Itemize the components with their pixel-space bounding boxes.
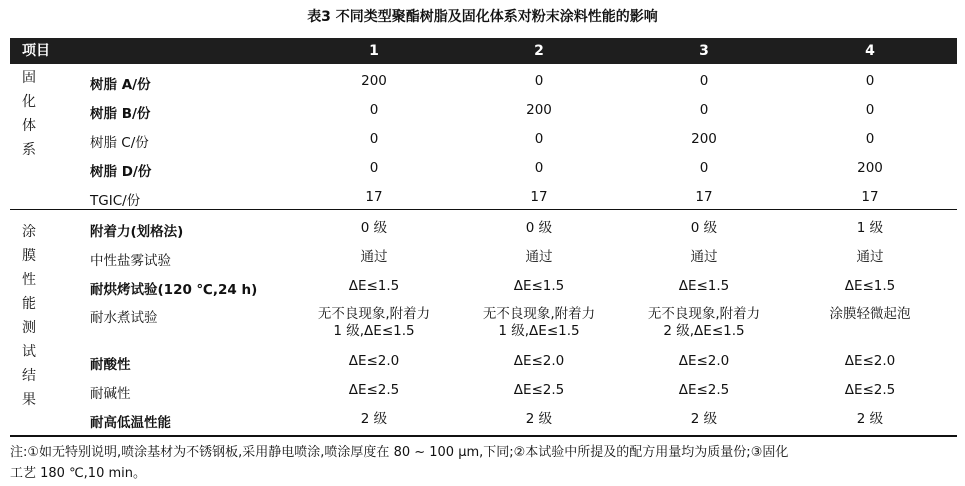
cell-line: 2 级 (856, 411, 884, 427)
cell-line: 无不良现象,附着力 (647, 306, 761, 322)
cell-line: 通过 (525, 249, 553, 265)
row-label: 树脂 D/份 (90, 164, 152, 180)
table-cell (299, 249, 449, 266)
table-cell (299, 411, 449, 428)
cell-line: 1 级,ΔE≤1.5 (333, 323, 415, 339)
table-cell (629, 189, 779, 206)
cell-line: 0 (369, 131, 379, 147)
cell-line: 200 (691, 131, 717, 147)
cell-line: 17 (695, 189, 713, 205)
table-cell (795, 102, 945, 119)
table-caption: 表3 不同类型聚酯树脂及固化体系对粉末涂料性能的影响 (307, 9, 658, 25)
table-cell (629, 278, 779, 295)
cell-line: ΔE≤2.0 (678, 353, 730, 369)
cell-line: 17 (861, 189, 879, 205)
table-cell (299, 353, 449, 370)
table-cell (795, 306, 945, 323)
row-label: 耐烘烤试验(120 ℃,24 h) (90, 282, 258, 298)
row-label: 树脂 B/份 (90, 106, 151, 122)
cell-line: ΔE≤2.5 (844, 382, 896, 398)
cell-line: 2 级,ΔE≤1.5 (663, 323, 745, 339)
section-label-char: 能 (22, 296, 36, 312)
section-label-char: 性 (22, 272, 36, 288)
cell-line: 17 (530, 189, 548, 205)
table-cell (629, 73, 779, 90)
cell-line: 200 (361, 73, 387, 89)
cell-line: 无不良现象,附着力 (482, 306, 596, 322)
footnote-line: 注:①如无特别说明,喷涂基材为不锈钢板,采用静电喷涂,喷涂厚度在 80 ~ 100 μm,下同;②本试验中所提及的配方用量均为质量份;③固化 (10, 445, 789, 460)
row-label: 树脂 A/份 (90, 77, 151, 93)
table-cell (795, 189, 945, 206)
section-label-char: 系 (22, 142, 36, 158)
header-col-1: 1 (369, 43, 379, 59)
cell-line: 1 级,ΔE≤1.5 (498, 323, 580, 339)
table-cell (464, 189, 614, 206)
section-label-char: 化 (22, 94, 36, 110)
cell-line: 0 (369, 160, 379, 176)
table-cell (795, 411, 945, 428)
cell-line: 17 (365, 189, 383, 205)
table-cell (464, 160, 614, 177)
table-cell (795, 249, 945, 266)
cell-line: 0 (534, 73, 544, 89)
cell-line: ΔE≤2.5 (513, 382, 565, 398)
data-table (10, 38, 957, 437)
table-cell (464, 220, 614, 237)
cell-line: 0 (534, 160, 544, 176)
header-item: 项目 (22, 43, 50, 59)
row-label: 耐酸性 (90, 357, 131, 373)
row-label: 耐碱性 (90, 386, 131, 402)
table-cell (299, 102, 449, 119)
table-header (10, 38, 957, 64)
table-cell (299, 306, 449, 340)
table-cell (629, 220, 779, 237)
cell-line: 0 级 (360, 220, 388, 236)
cell-line: 1 级 (856, 220, 884, 236)
section-label-char: 果 (22, 392, 36, 408)
section-label-char: 试 (22, 344, 36, 360)
table-cell (464, 411, 614, 428)
section-label-char: 固 (22, 70, 36, 86)
table-cell (629, 131, 779, 148)
cell-line: ΔE≤2.5 (678, 382, 730, 398)
header-col-3: 3 (699, 43, 709, 59)
cell-line: ΔE≤1.5 (844, 278, 896, 294)
section-divider (10, 209, 957, 210)
table-cell (299, 278, 449, 295)
table-cell (795, 278, 945, 295)
cell-line: 0 (369, 102, 379, 118)
table-cell (464, 249, 614, 266)
table-cell (464, 73, 614, 90)
section-label-char: 测 (22, 320, 36, 336)
table-cell (464, 102, 614, 119)
cell-line: 0 级 (690, 220, 718, 236)
table-cell (629, 411, 779, 428)
cell-line: ΔE≤1.5 (513, 278, 565, 294)
row-label: 树脂 C/份 (90, 135, 149, 151)
table-cell (795, 131, 945, 148)
table-footnote (10, 442, 955, 484)
cell-line: 2 级 (360, 411, 388, 427)
table-cell (299, 220, 449, 237)
cell-line: 0 (699, 73, 709, 89)
cell-line: ΔE≤2.5 (348, 382, 400, 398)
row-label: TGIC/份 (90, 193, 141, 209)
table-cell (629, 102, 779, 119)
cell-line: ΔE≤2.0 (513, 353, 565, 369)
header-col-4: 4 (865, 43, 875, 59)
table-cell (795, 160, 945, 177)
cell-line: 涂膜轻微起泡 (829, 306, 911, 322)
section-label-results (18, 220, 40, 412)
table-cell (795, 382, 945, 399)
cell-line: 200 (857, 160, 883, 176)
row-label: 耐水煮试验 (90, 310, 158, 326)
cell-line: ΔE≤2.0 (348, 353, 400, 369)
cell-line: 0 (865, 131, 875, 147)
section-label-char: 膜 (22, 248, 36, 264)
footnote-line: 工艺 180 ℃,10 min。 (10, 466, 146, 481)
section-label-char: 体 (22, 118, 36, 134)
cell-line: 无不良现象,附着力 (317, 306, 431, 322)
table-cell (464, 382, 614, 399)
section-label-char: 涂 (22, 224, 36, 240)
row-label: 中性盐雾试验 (90, 253, 171, 269)
cell-line: 0 级 (525, 220, 553, 236)
cell-line: 通过 (690, 249, 718, 265)
table-cell (795, 73, 945, 90)
table-cell (795, 220, 945, 237)
table-cell (464, 353, 614, 370)
table-cell (299, 189, 449, 206)
cell-line: ΔE≤2.0 (844, 353, 896, 369)
table-cell (299, 131, 449, 148)
table-cell (299, 382, 449, 399)
cell-line: 0 (534, 131, 544, 147)
section-label-curing (18, 66, 40, 162)
cell-line: 200 (526, 102, 552, 118)
table-cell (629, 249, 779, 266)
cell-line: 2 级 (690, 411, 718, 427)
table-cell (629, 306, 779, 340)
cell-line: 2 级 (525, 411, 553, 427)
cell-line: ΔE≤1.5 (678, 278, 730, 294)
cell-line: 0 (699, 102, 709, 118)
cell-line: 0 (865, 73, 875, 89)
header-col-2: 2 (534, 43, 544, 59)
table-cell (299, 73, 449, 90)
table-cell (629, 353, 779, 370)
cell-line: ΔE≤1.5 (348, 278, 400, 294)
table-cell (629, 382, 779, 399)
table-cell (629, 160, 779, 177)
cell-line: 0 (699, 160, 709, 176)
row-label: 附着力(划格法) (90, 224, 184, 240)
table-cell (464, 306, 614, 340)
cell-line: 通过 (856, 249, 884, 265)
cell-line: 0 (865, 102, 875, 118)
table-cell (464, 278, 614, 295)
table-cell (464, 131, 614, 148)
table-cell (299, 160, 449, 177)
row-label: 耐高低温性能 (90, 415, 171, 431)
section-label-char: 结 (22, 368, 36, 384)
cell-line: 通过 (360, 249, 388, 265)
table-cell (795, 353, 945, 370)
